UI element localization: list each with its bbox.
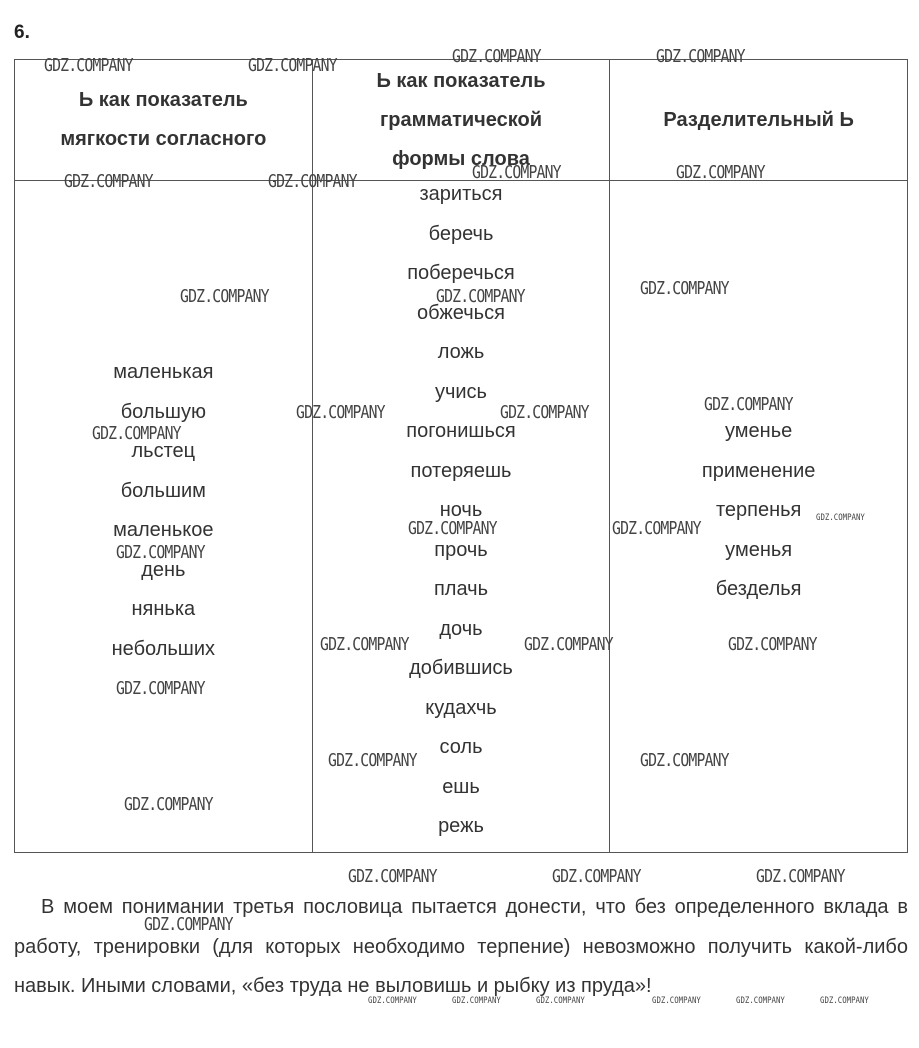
list-item: потеряешь bbox=[410, 459, 512, 482]
watermark: GDZ.COMPANY bbox=[368, 996, 417, 1006]
watermark: GDZ.COMPANY bbox=[116, 678, 205, 699]
list-item: небольших bbox=[111, 637, 216, 660]
watermark: GDZ.COMPANY bbox=[536, 996, 585, 1006]
list-item: льстец bbox=[131, 440, 196, 462]
list-item: ночь bbox=[439, 499, 483, 521]
watermark: GDZ.COMPANY bbox=[92, 423, 181, 444]
list-item: учись bbox=[434, 380, 487, 403]
list-item: нянька bbox=[131, 598, 196, 620]
list-item: зариться bbox=[419, 183, 503, 205]
task-number: 6. bbox=[14, 22, 30, 43]
list-item: маленькая bbox=[113, 361, 214, 383]
list-item: применение bbox=[701, 459, 816, 482]
watermark: GDZ.COMPANY bbox=[64, 171, 153, 192]
watermark: GDZ.COMPANY bbox=[408, 518, 497, 539]
list-item: беречь bbox=[428, 222, 494, 245]
watermark: GDZ.COMPANY bbox=[328, 750, 417, 771]
list-item: маленькое bbox=[113, 519, 214, 541]
watermark: GDZ.COMPANY bbox=[656, 46, 745, 67]
list-item: дочь bbox=[439, 617, 483, 640]
header-separating: Разделительный Ь bbox=[610, 60, 908, 181]
watermark: GDZ.COMPANY bbox=[756, 866, 845, 887]
watermark: GDZ.COMPANY bbox=[268, 171, 357, 192]
list-item: день bbox=[141, 558, 186, 581]
watermark: GDZ.COMPANY bbox=[472, 162, 561, 183]
watermark: GDZ.COMPANY bbox=[348, 866, 437, 887]
column-grammatical bbox=[312, 181, 610, 853]
watermark: GDZ.COMPANY bbox=[452, 996, 501, 1006]
list-item: обжечься bbox=[417, 301, 505, 324]
list-item: большую bbox=[120, 400, 206, 423]
watermark: GDZ.COMPANY bbox=[612, 518, 701, 539]
watermark: GDZ.COMPANY bbox=[116, 542, 205, 563]
watermark: GDZ.COMPANY bbox=[248, 55, 337, 76]
watermark: GDZ.COMPANY bbox=[144, 914, 233, 935]
watermark: GDZ.COMPANY bbox=[728, 634, 817, 655]
list-item: уменья bbox=[725, 538, 793, 561]
list-item: соль bbox=[439, 736, 483, 758]
separating-word-list bbox=[610, 412, 907, 610]
watermark: GDZ.COMPANY bbox=[820, 996, 869, 1006]
watermark: GDZ.COMPANY bbox=[524, 634, 613, 655]
watermark: GDZ.COMPANY bbox=[652, 996, 701, 1006]
watermark: GDZ.COMPANY bbox=[552, 866, 641, 887]
list-item: погонишься bbox=[406, 420, 516, 442]
conclusion-paragraph: В моем понимании третья пословица пытается донести, что без определенного вклада в работу, тренировки (для которых необходимо терпение) невозможно получить какой-либо навык. Иными словами, «без труда не выловишь и рыбку из пруда»! bbox=[14, 896, 908, 997]
spelling-table bbox=[14, 59, 908, 853]
watermark: GDZ.COMPANY bbox=[452, 46, 541, 67]
list-item: ешь bbox=[442, 775, 480, 798]
watermark: GDZ.COMPANY bbox=[180, 286, 269, 307]
grammatical-word-list bbox=[313, 175, 610, 847]
watermark: GDZ.COMPANY bbox=[816, 513, 865, 523]
watermark: GDZ.COMPANY bbox=[676, 162, 765, 183]
list-item: добившись bbox=[409, 657, 513, 679]
list-item: прочь bbox=[434, 538, 488, 561]
watermark: GDZ.COMPANY bbox=[736, 996, 785, 1006]
column-separating bbox=[610, 181, 908, 853]
watermark: GDZ.COMPANY bbox=[500, 402, 589, 423]
header-grammatical: Ь как показатель грамматической формы слова bbox=[312, 60, 610, 181]
list-item: поберечься bbox=[407, 262, 515, 284]
list-item: безделья bbox=[715, 578, 802, 600]
list-item: большим bbox=[120, 479, 206, 502]
list-item: уменье bbox=[725, 420, 793, 442]
column-softness bbox=[15, 181, 313, 853]
watermark: GDZ.COMPANY bbox=[640, 278, 729, 299]
list-item: плачь bbox=[433, 578, 488, 600]
watermark: GDZ.COMPANY bbox=[296, 402, 385, 423]
watermark: GDZ.COMPANY bbox=[704, 394, 793, 415]
list-item: режь bbox=[438, 815, 484, 837]
watermark: GDZ.COMPANY bbox=[320, 634, 409, 655]
watermark: GDZ.COMPANY bbox=[436, 286, 525, 307]
watermark: GDZ.COMPANY bbox=[44, 55, 133, 76]
list-item: терпенья bbox=[715, 499, 802, 521]
watermark: GDZ.COMPANY bbox=[640, 750, 729, 771]
softness-word-list bbox=[15, 353, 312, 669]
header-softness: Ь как показатель мягкости согласного bbox=[15, 60, 313, 181]
table-body-row bbox=[15, 181, 908, 853]
table-header-row bbox=[15, 60, 908, 181]
list-item: кудахчь bbox=[425, 696, 497, 719]
list-item: ложь bbox=[437, 341, 485, 363]
watermark: GDZ.COMPANY bbox=[124, 794, 213, 815]
